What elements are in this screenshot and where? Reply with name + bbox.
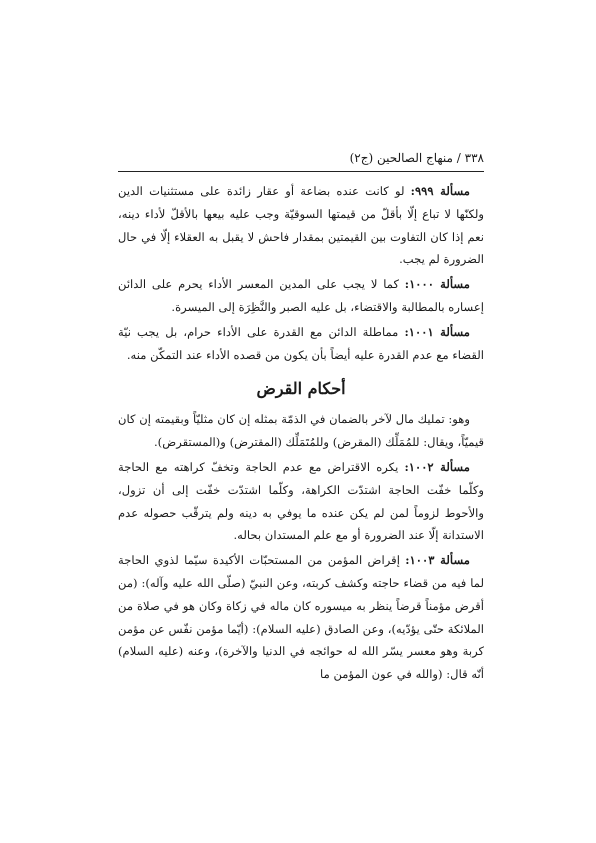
issue-paragraph [118,456,484,547]
section-heading: أحكام القرض [256,379,346,399]
issue-paragraph [118,180,484,271]
issue-label: مسألة ٩٩٩: [410,184,470,198]
issue-label: مسألة ١٠٠٢: [404,459,470,474]
issue-paragraph [118,273,484,319]
definition-text: وهو: تمليك مال لآخر بالضمان في الذمّة بمثله إن كان مثليّاً وبقيمته إن كان قيميّاً، ويقال: للمُمَلِّك (المقرض) وللمُتَمَلِّك (المقترض) و(المستقرض). [118,412,484,450]
issue-paragraph [118,549,484,686]
page-body [118,180,484,686]
running-header: ٣٣٨ / منهاج الصالحين (ج٢) [349,151,484,165]
issue-text: مماطلة الدائن مع القدرة على الأداء حرام، بل يجب نيّة القضاء مع عدم القدرة عليه أيضاً بأن يكون من قصده الأداء عند التمكّن منه. [118,324,484,362]
issue-text: كما لا يجب على المدين المعسر الأداء يحرم على الدائن إعساره بالمطالبة والاقتضاء، بل عليه الصبر والنَّظِرَة إلى الميسرة. [118,277,484,314]
issue-label: مسألة ١٠٠٠: [404,277,470,292]
issue-text: لو كانت عنده بضاعة أو عقار زائدة على مستثنيات الدين ولكنّها لا تباع إلّا بأقلّ من قيمتها السوقيّة وجب عليه بيعها بالأقلّ لأداء دينه، نعم إذا كان التفاوت بين القيمتين بمقدار فاحش لا يقبل به العقلاء إلّا في حال الضرورة لم يجب. [118,184,484,267]
issue-label: مسألة ١٠٠٣: [405,553,470,568]
issue-label: مسألة ١٠٠١: [404,324,470,339]
issue-text: إقراض المؤمن من المستحبّات الأكيدة سيّما لذوي الحاجة لما فيه من قضاء حاجته وكشف كربته، وعن النبيّ (صلّى الله عليه وآله): (من أقرض مؤمناً قرضاً ينظر به ميسوره كان ماله في زكاة وكان هو في صلاة من الملائكة حتّى يؤدّيه)، وعن الصادق (عليه السلام): (أيّما مؤمن نفّس عن مؤمن كربة وهو معسر يسّر الله له حوائجه في الدنيا والآخرة)، وعنه (عليه السلام) أنّه قال: (والله في عون المؤمن ما [118,553,484,682]
definition-paragraph [118,408,484,454]
issue-paragraph [118,321,484,367]
issue-text: يكره الاقتراض مع عدم الحاجة وتخفّ كراهته مع الحاجة وكلّما خفّت الحاجة اشتدّت الكراهة، وكلّما اشتدّت خفّت إلى أن تزول، والأحوط لزوماً لمن لم يكن عنده ما يوفي به دينه ولم يترقّب حصوله عدم الاستدانة إلّا عند الضرورة أو مع علم المستدان بحاله. [118,459,484,543]
header-divider [118,171,484,172]
